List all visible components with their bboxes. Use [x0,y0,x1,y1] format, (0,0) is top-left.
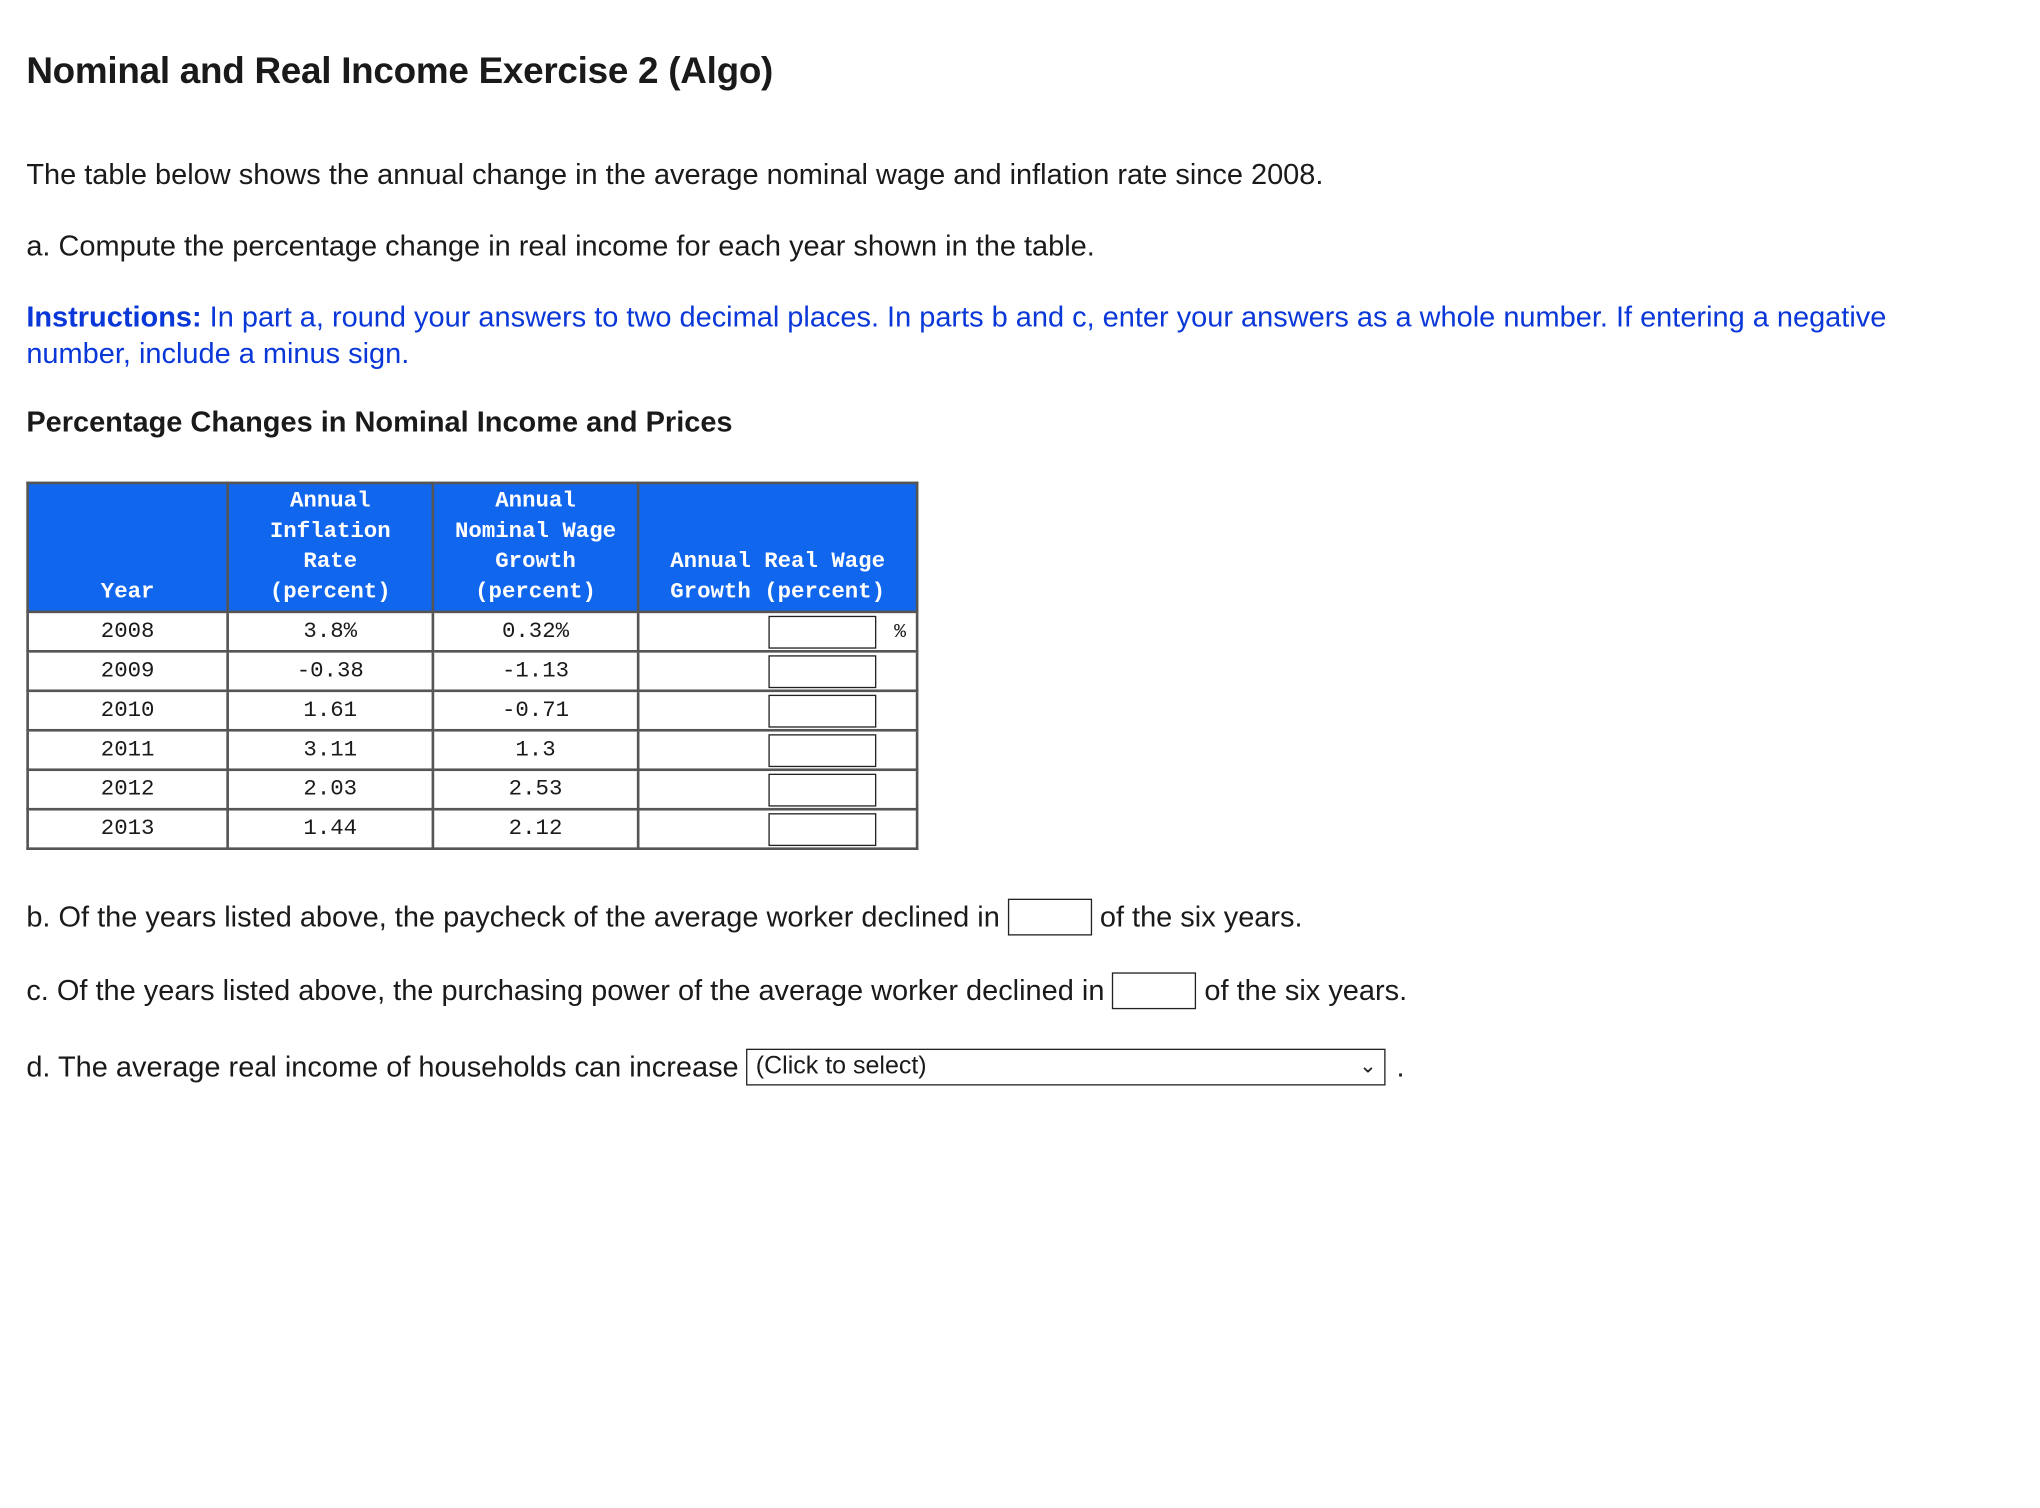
header-nominal-line: Growth [495,550,576,576]
part-c-suffix: of the six years. [1204,973,1408,1007]
real-wage-input-2008[interactable] [768,615,876,648]
part-b-input[interactable] [1008,899,1092,936]
part-d-text: d. The average real income of households can increase [26,1050,739,1083]
page-title: Nominal and Real Income Exercise 2 (Algo) [26,50,774,91]
inflation-cell: 1.44 [228,809,433,848]
real-cell [638,730,917,769]
table-row [28,612,917,651]
inflation-cell: 2.03 [228,770,433,809]
part-b-suffix: of the six years. [1099,900,1303,933]
nominal-cell: -0.71 [433,691,638,730]
header-real [638,483,917,612]
part-c-line [26,971,1407,1010]
real-wage-input-2010[interactable] [768,694,876,727]
instructions [26,299,1947,373]
inflation-cell: -0.38 [228,651,433,690]
year-cell: 2008 [28,612,228,651]
table-row [28,651,917,690]
real-wage-input-2009[interactable] [768,655,876,688]
header-year: Year [28,483,228,612]
header-nominal-line: Annual [495,489,576,515]
header-inflation-line: Inflation [269,519,391,545]
part-d-line [26,1047,1404,1086]
header-nominal-line: Nominal Wage [454,519,617,545]
table-header-row [28,483,917,612]
real-cell [638,809,917,848]
table-title: Percentage Changes in Nominal Income and Prices [26,405,733,439]
real-cell [638,612,917,651]
year-cell: 2010 [28,691,228,730]
percentage-changes-table [26,482,918,850]
inflation-cell: 3.8% [228,612,433,651]
year-cell: 2009 [28,651,228,690]
year-cell: 2013 [28,809,228,848]
header-nominal [433,483,638,612]
intro-text: The table below shows the annual change in the average nominal wage and inflation rate since 2008. [26,157,1324,191]
table-row [28,691,917,730]
instructions-text: In part a, round your answers to two decimal places. In parts b and c, enter your answers as a whole number. If entering a negative number, include a minus sign. [26,300,1887,370]
real-wage-input-2012[interactable] [768,773,876,806]
table-row [28,730,917,769]
part-d-select[interactable] [747,1049,1386,1086]
part-b-line [26,897,1302,936]
header-real-line: Growth (percent) [670,580,886,606]
real-wage-input-2011[interactable] [768,734,876,767]
table-row [28,809,917,848]
nominal-cell: 0.32% [433,612,638,651]
year-cell: 2012 [28,770,228,809]
nominal-cell: 2.53 [433,770,638,809]
real-cell [638,770,917,809]
year-cell: 2011 [28,730,228,769]
part-c-input[interactable] [1112,972,1196,1009]
chevron-down-icon: ⌄ [1359,1055,1377,1078]
table-row [28,770,917,809]
header-inflation-line: Rate [303,550,358,576]
header-nominal-line: (percent) [475,580,596,606]
real-cell [638,651,917,690]
header-inflation-line: Annual [289,489,371,515]
nominal-cell: -1.13 [433,651,638,690]
part-c-text: c. Of the years listed above, the purchasing power of the average worker declined in [26,973,1105,1007]
instructions-label: Instructions: [26,300,202,333]
inflation-cell: 3.11 [228,730,433,769]
real-cell [638,691,917,730]
header-real-line: Annual Real Wage [670,550,886,576]
part-b-text: b. Of the years listed above, the paycheck of the average worker declined in [26,900,1000,933]
header-inflation [228,483,433,612]
nominal-cell: 1.3 [433,730,638,769]
part-d-select-value: (Click to select) [755,1052,927,1081]
header-inflation-line: (percent) [269,580,391,606]
real-wage-input-2013[interactable] [768,813,876,846]
part-d-suffix: . [1396,1050,1405,1083]
inflation-cell: 1.61 [228,691,433,730]
part-a-text: a. Compute the percentage change in real income for each year shown in the table. [26,228,1095,262]
percent-sign: % [894,620,906,643]
nominal-cell: 2.12 [433,809,638,848]
